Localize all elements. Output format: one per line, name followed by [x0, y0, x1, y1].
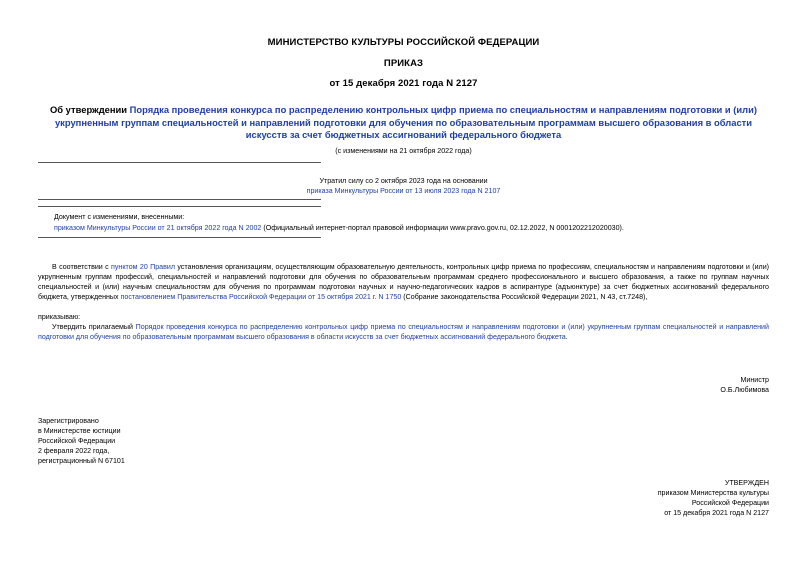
- order-link[interactable]: Порядок проведения конкурса по распределению контрольных цифр приема по специальностям и направлениям подготовки и (или) укрупненным группам специальностей и направлений подготовки для обучения по образовательным программам высшего образования в области искусств за счет бюджетных ассигнований федерального бюджета: [38, 323, 769, 341]
- changes-source: [54, 223, 769, 233]
- approved-block: [549, 478, 769, 518]
- signature-position: Министр: [740, 376, 769, 384]
- approved-line: УТВЕРЖДЕН: [724, 479, 769, 487]
- signature-block: [569, 375, 769, 395]
- registration-line: 2 февраля 2022 года,: [38, 447, 110, 455]
- ministry-heading: МИНИСТЕРСТВО КУЛЬТУРЫ РОССИЙСКОЙ ФЕДЕРАЦИИ: [267, 37, 540, 48]
- preamble-link-decree[interactable]: постановлением Правительства Российской Федерации от 15 октября 2021 г. N 1750: [120, 293, 402, 301]
- changes-link[interactable]: приказом Минкультуры России от 21 октября 2022 года N 2002: [54, 224, 262, 232]
- order-paragraph: [38, 322, 769, 342]
- expired-link[interactable]: приказа Минкультуры России от 13 июля 2023 года N 2107: [306, 187, 501, 195]
- registration-line: в Министерстве юстиции: [38, 427, 121, 435]
- title-prefix: Об утверждении: [49, 104, 130, 115]
- expired-notice: [0, 176, 807, 196]
- registration-block: [38, 416, 238, 466]
- approved-line: приказом Министерства культуры: [657, 489, 769, 497]
- changes-label: Документ с изменениями, внесенными:: [54, 213, 185, 221]
- changes-suffix: (Официальный интернет-портал правовой информации www.pravo.gov.ru, 02.12.2022, N 0001202212020030).: [261, 224, 624, 232]
- changes-block: [54, 212, 769, 233]
- expired-text: Утратил силу со 2 октября 2023 года на основании: [319, 177, 488, 185]
- registration-line: Российской Федерации: [38, 437, 116, 445]
- signature-name: О.Б.Любимова: [720, 386, 769, 394]
- preamble-link-rules[interactable]: пунктом 20 Правил: [111, 263, 175, 271]
- divider-line: [38, 206, 321, 207]
- doc-date-number: от 15 декабря 2021 года N 2127: [329, 78, 478, 89]
- divider-line: [38, 162, 321, 163]
- order-text: .: [565, 333, 568, 341]
- order-word: приказываю:: [38, 313, 81, 321]
- revision-note: (с изменениями на 21 октября 2022 года): [335, 147, 472, 155]
- approved-line: от 15 декабря 2021 года N 2127: [664, 509, 769, 517]
- order-text: Утвердить прилагаемый: [52, 323, 136, 331]
- divider-line: [38, 199, 321, 200]
- preamble-paragraph: [38, 262, 769, 302]
- title-link[interactable]: Порядка проведения конкурса по распределению контрольных цифр приема по специальностям и направлениям подготовки и (или) укрупненным группам специальностей и направлений подготовки для обучения по образовательным программам высшего образования в области искусств за счет бюджетных ассигнований федерального бюджета: [54, 104, 758, 140]
- preamble-text: В соответствии с: [52, 263, 112, 271]
- registration-line: регистрационный N 67101: [38, 457, 125, 465]
- preamble-text: (Собрание законодательства Российской Федерации 2021, N 43, ст.7248),: [401, 293, 648, 301]
- doc-type-heading: ПРИКАЗ: [383, 58, 424, 69]
- divider-line: [38, 237, 321, 238]
- preamble-text: установления организациям, осуществляющим образовательную деятельность, контрольных цифр приема по профессиям, специальностям и направлениям подготовки и (или) укрупненным группам профессий, специальностей и направлений подготовки для обучения по образовательным программам среднего профессионального и высшего образования, а также по группам научных специальностей и (или) научным специальностям для обучения по программам подготовки научных и научно-педагогических кадров в аспирантуре (адъюнктуре) за счет бюджетных ассигнований федерального бюджета, утвержденных: [38, 263, 770, 301]
- approved-line: Российской Федерации: [691, 499, 769, 507]
- document-title: [38, 104, 769, 142]
- registration-line: Зарегистрировано: [38, 417, 99, 425]
